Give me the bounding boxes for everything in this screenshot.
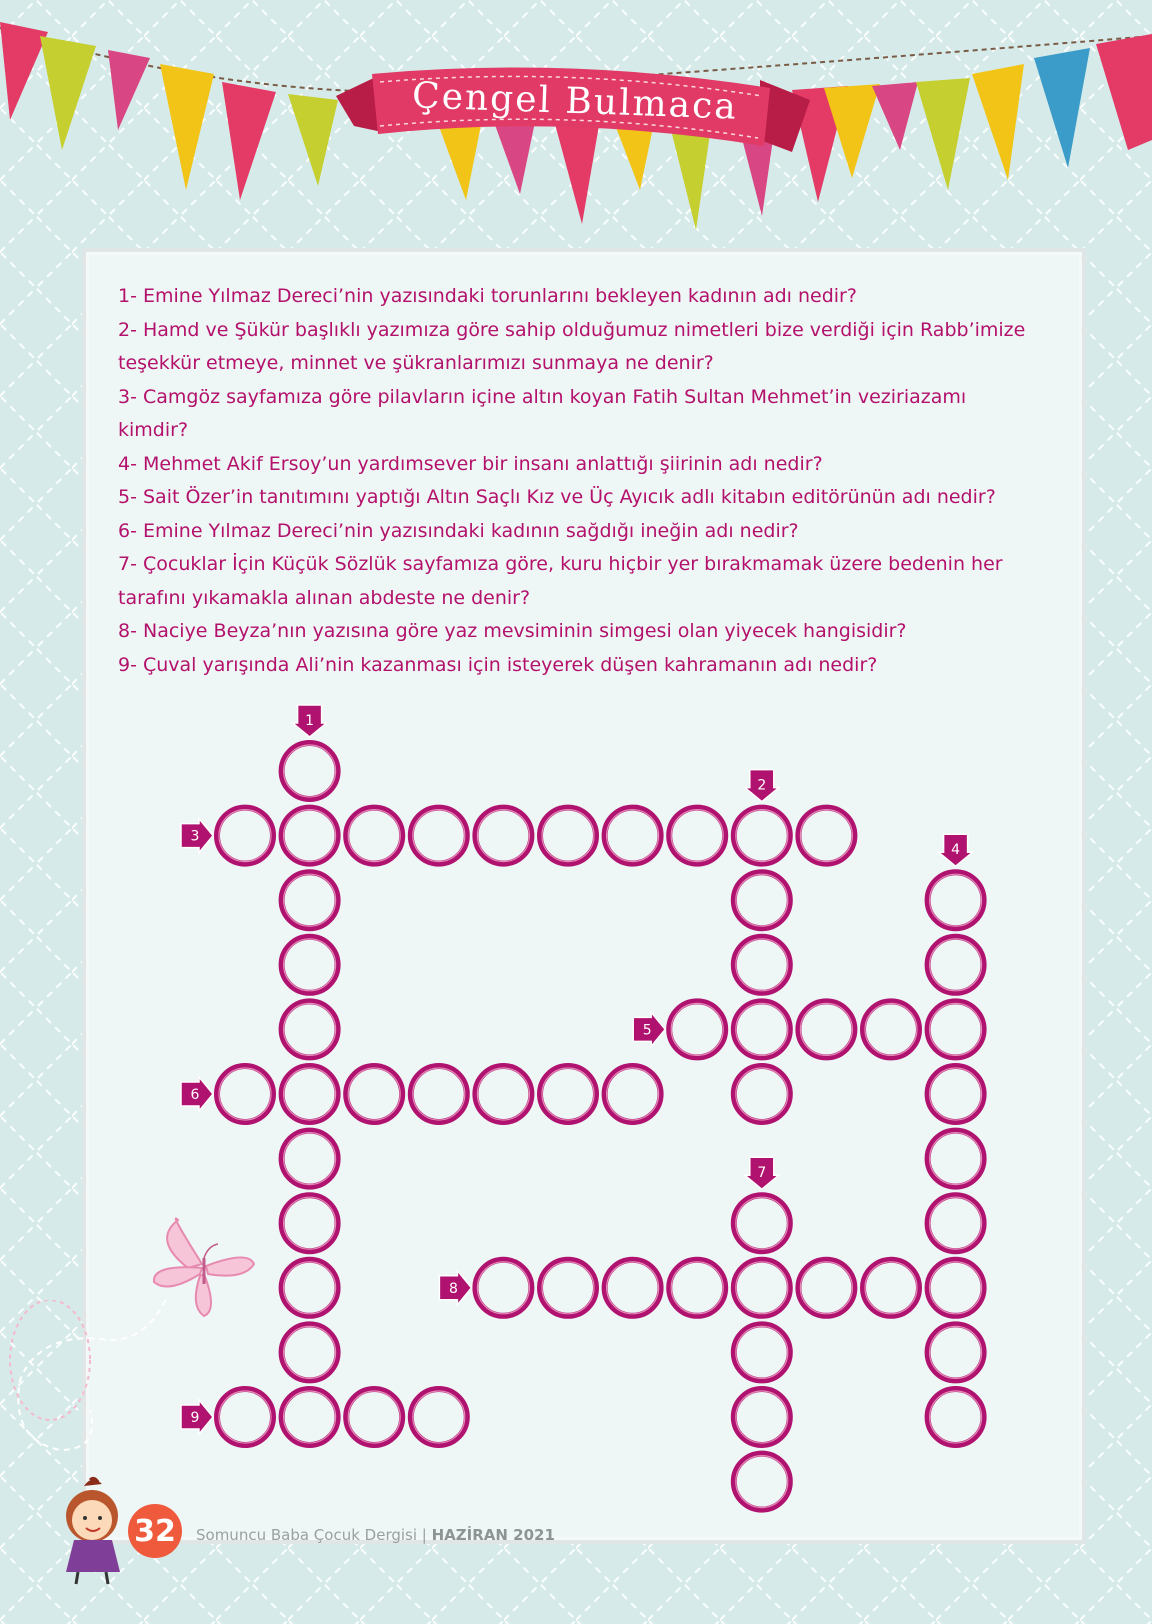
crossword-cell-highlight: [930, 1391, 982, 1443]
clue-arrow-2: [745, 770, 779, 802]
crossword-cell-highlight: [930, 1068, 982, 1120]
page-number: 32: [128, 1504, 182, 1558]
crossword-cell[interactable]: [411, 1389, 467, 1445]
crossword-cell[interactable]: [282, 1389, 338, 1445]
crossword-cell[interactable]: [734, 808, 790, 864]
crossword-cell[interactable]: [282, 937, 338, 993]
crossword-cell-highlight: [930, 874, 982, 926]
crossword-cell-highlight: [284, 1391, 336, 1443]
clue-arrow-8: [439, 1271, 471, 1305]
clue-number-5: 5: [642, 1022, 652, 1039]
crossword-cell[interactable]: [863, 1260, 919, 1316]
crossword-cell-highlight: [736, 1262, 788, 1314]
crossword-cell[interactable]: [734, 1454, 790, 1510]
crossword-cell[interactable]: [282, 1195, 338, 1251]
crossword-cell-highlight: [284, 1197, 336, 1249]
clue-number-3: 3: [190, 828, 200, 845]
clue-number-7: 7: [757, 1165, 767, 1182]
crossword-cell[interactable]: [540, 808, 596, 864]
clue-number-2: 2: [757, 777, 767, 794]
crossword-cell[interactable]: [282, 1260, 338, 1316]
crossword-cell[interactable]: [282, 1131, 338, 1187]
crossword-cell[interactable]: [798, 1260, 854, 1316]
crossword-cell-highlight: [284, 810, 336, 862]
crossword-cell-highlight: [800, 1003, 852, 1055]
crossword-cell[interactable]: [217, 1066, 273, 1122]
crossword-cell-highlight: [930, 939, 982, 991]
question-3: 3- Camgöz sayfamıza göre pilavların içine altın koyan Fatih Sultan Mehmet’in veziriazamı kimdir?: [118, 385, 967, 441]
question-2: 2- Hamd ve Şükür başlıklı yazımıza göre sahip olduğumuz nimetleri bize verdiği için Rabb’imize teşekkür etmeye, minnet ve şükranlarımızı sunmaya ne denir?: [118, 318, 1026, 374]
crossword-cell[interactable]: [475, 1260, 531, 1316]
crossword-cell[interactable]: [669, 808, 725, 864]
crossword-cell[interactable]: [928, 1195, 984, 1251]
crossword-cell[interactable]: [928, 1066, 984, 1122]
crossword-cell[interactable]: [540, 1260, 596, 1316]
crossword-cell-highlight: [607, 1262, 659, 1314]
crossword-cell-highlight: [284, 1262, 336, 1314]
crossword-cell-highlight: [607, 1068, 659, 1120]
crossword-cell[interactable]: [928, 1260, 984, 1316]
crossword-cell-highlight: [671, 810, 723, 862]
crossword-cell-highlight: [736, 810, 788, 862]
crossword-cell[interactable]: [282, 743, 338, 799]
crossword-cell-highlight: [284, 1003, 336, 1055]
crossword-cell[interactable]: [282, 808, 338, 864]
crossword-cell[interactable]: [282, 872, 338, 928]
crossword-cell-highlight: [219, 1391, 271, 1443]
crossword-cell[interactable]: [863, 1001, 919, 1057]
clue-arrow-1: [293, 705, 327, 737]
crossword-cell-highlight: [671, 1262, 723, 1314]
crossword-cell[interactable]: [928, 1131, 984, 1187]
crossword-cell[interactable]: [282, 1324, 338, 1380]
crossword-cell[interactable]: [669, 1001, 725, 1057]
crossword-cell-highlight: [284, 1326, 336, 1378]
crossword-cell[interactable]: [798, 808, 854, 864]
crossword-cell-highlight: [348, 1391, 400, 1443]
crossword-cell-highlight: [413, 1068, 465, 1120]
crossword-cell-highlight: [284, 1068, 336, 1120]
clue-arrow-5: [633, 1012, 665, 1046]
crossword-cell-highlight: [736, 1197, 788, 1249]
crossword-cell[interactable]: [928, 937, 984, 993]
crossword-cell-highlight: [736, 1326, 788, 1378]
crossword-cell[interactable]: [346, 1066, 402, 1122]
crossword-cell[interactable]: [411, 808, 467, 864]
question-5: 5- Sait Özer’in tanıtımını yaptığı Altın Saçlı Kız ve Üç Ayıcık adlı kitabın editörünün adı nedir?: [118, 486, 996, 508]
crossword-cell-highlight: [736, 1068, 788, 1120]
crossword-cell[interactable]: [928, 1324, 984, 1380]
crossword-cell-highlight: [930, 1133, 982, 1185]
crossword-cell-highlight: [671, 1003, 723, 1055]
crossword-cell[interactable]: [217, 1389, 273, 1445]
clue-arrow-3: [181, 819, 213, 853]
clue-arrow-6: [181, 1077, 213, 1111]
crossword-cell[interactable]: [734, 1195, 790, 1251]
issue-date: HAZİRAN 2021: [431, 1526, 555, 1544]
crossword-cell-highlight: [736, 1456, 788, 1508]
crossword-cell-highlight: [477, 1262, 529, 1314]
crossword-cell-highlight: [477, 1068, 529, 1120]
crossword-cell-highlight: [219, 810, 271, 862]
magazine-name: Somuncu Baba Çocuk Dergisi: [196, 1526, 418, 1544]
crossword-cell[interactable]: [605, 1066, 661, 1122]
clue-arrow-7: [745, 1157, 779, 1189]
crossword-cell[interactable]: [669, 1260, 725, 1316]
clue-arrow-4: [939, 834, 973, 866]
crossword-cell-highlight: [930, 1003, 982, 1055]
crossword-cell[interactable]: [540, 1066, 596, 1122]
crossword-cell[interactable]: [346, 1389, 402, 1445]
crossword-cell-highlight: [865, 1003, 917, 1055]
crossword-cell-highlight: [477, 810, 529, 862]
crossword-cell-highlight: [930, 1262, 982, 1314]
crossword-cell[interactable]: [475, 808, 531, 864]
clue-number-9: 9: [190, 1410, 200, 1426]
crossword-cell[interactable]: [734, 1324, 790, 1380]
clue-number-1: 1: [305, 713, 315, 729]
crossword-cell[interactable]: [346, 808, 402, 864]
footer-separator: |: [417, 1526, 432, 1544]
question-9: 9- Çuval yarışında Ali’nin kazanması için isteyerek düşen kahramanın adı nedir?: [118, 653, 878, 676]
crossword-cell-highlight: [736, 874, 788, 926]
crossword-cell-highlight: [348, 810, 400, 862]
crossword-cell-highlight: [800, 1262, 852, 1314]
crossword-cell[interactable]: [282, 1001, 338, 1057]
footer: [196, 1526, 555, 1544]
clue-arrow-9: [181, 1400, 213, 1434]
crossword-cell-highlight: [607, 810, 659, 862]
crossword-cell[interactable]: [928, 872, 984, 928]
crossword-cell[interactable]: [605, 1260, 661, 1316]
clue-number-4: 4: [951, 842, 961, 859]
crossword-cell[interactable]: [734, 1260, 790, 1316]
crossword-cell[interactable]: [411, 1066, 467, 1122]
crossword-cell[interactable]: [605, 808, 661, 864]
clue-number-6: 6: [190, 1087, 200, 1103]
clue-number-8: 8: [448, 1280, 458, 1297]
crossword-cell-highlight: [930, 1326, 982, 1378]
crossword-cell[interactable]: [798, 1001, 854, 1057]
question-1: 1- Emine Yılmaz Dereci’nin yazısındaki torunlarını bekleyen kadının adı nedir?: [118, 285, 857, 307]
crossword-cell-highlight: [284, 874, 336, 926]
crossword-cell[interactable]: [217, 808, 273, 864]
crossword-cell[interactable]: [734, 1389, 790, 1445]
crossword-cell-highlight: [219, 1068, 271, 1120]
question-6: 6- Emine Yılmaz Dereci’nin yazısındaki kadının sağdığı ineğin adı nedir?: [118, 519, 799, 542]
crossword-cell-highlight: [542, 1262, 594, 1314]
crossword-cell-highlight: [413, 810, 465, 862]
crossword-cell-highlight: [542, 1068, 594, 1120]
crossword-cell[interactable]: [734, 872, 790, 928]
crossword-cell-highlight: [284, 745, 336, 797]
crossword-cell[interactable]: [475, 1066, 531, 1122]
question-4: 4- Mehmet Akif Ersoy’un yardımsever bir insanı anlattığı şiirinin adı nedir?: [118, 452, 823, 475]
crossword-cell-highlight: [284, 1133, 336, 1185]
crossword-cell-highlight: [736, 939, 788, 991]
crossword-cell[interactable]: [928, 1001, 984, 1057]
crossword-cell-highlight: [865, 1262, 917, 1314]
crossword-cell-highlight: [348, 1068, 400, 1120]
crossword-cell-highlight: [800, 810, 852, 862]
girl-mascot-icon: [50, 1476, 140, 1586]
question-8: 8- Naciye Beyza’nın yazısına göre yaz mevsiminin simgesi olan yiyecek hangisidir?: [118, 620, 907, 642]
crossword-cell-highlight: [736, 1391, 788, 1443]
page-title: Çengel Bulmaca: [411, 74, 739, 128]
crossword-cell[interactable]: [282, 1066, 338, 1122]
crossword-cell[interactable]: [928, 1389, 984, 1445]
crossword-cell-highlight: [284, 939, 336, 991]
crossword-cell[interactable]: [734, 1066, 790, 1122]
crossword-cell-highlight: [542, 810, 594, 862]
crossword-cell[interactable]: [734, 937, 790, 993]
crossword-cell[interactable]: [734, 1001, 790, 1057]
crossword-cell-highlight: [736, 1003, 788, 1055]
question-7: 7- Çocuklar İçin Küçük Sözlük sayfamıza göre, kuru hiçbir yer bırakmamak üzere bedenin her tarafını yıkamakla alınan abdeste ne denir?: [118, 553, 1003, 609]
crossword-cell-highlight: [413, 1391, 465, 1443]
crossword-cell-highlight: [930, 1197, 982, 1249]
